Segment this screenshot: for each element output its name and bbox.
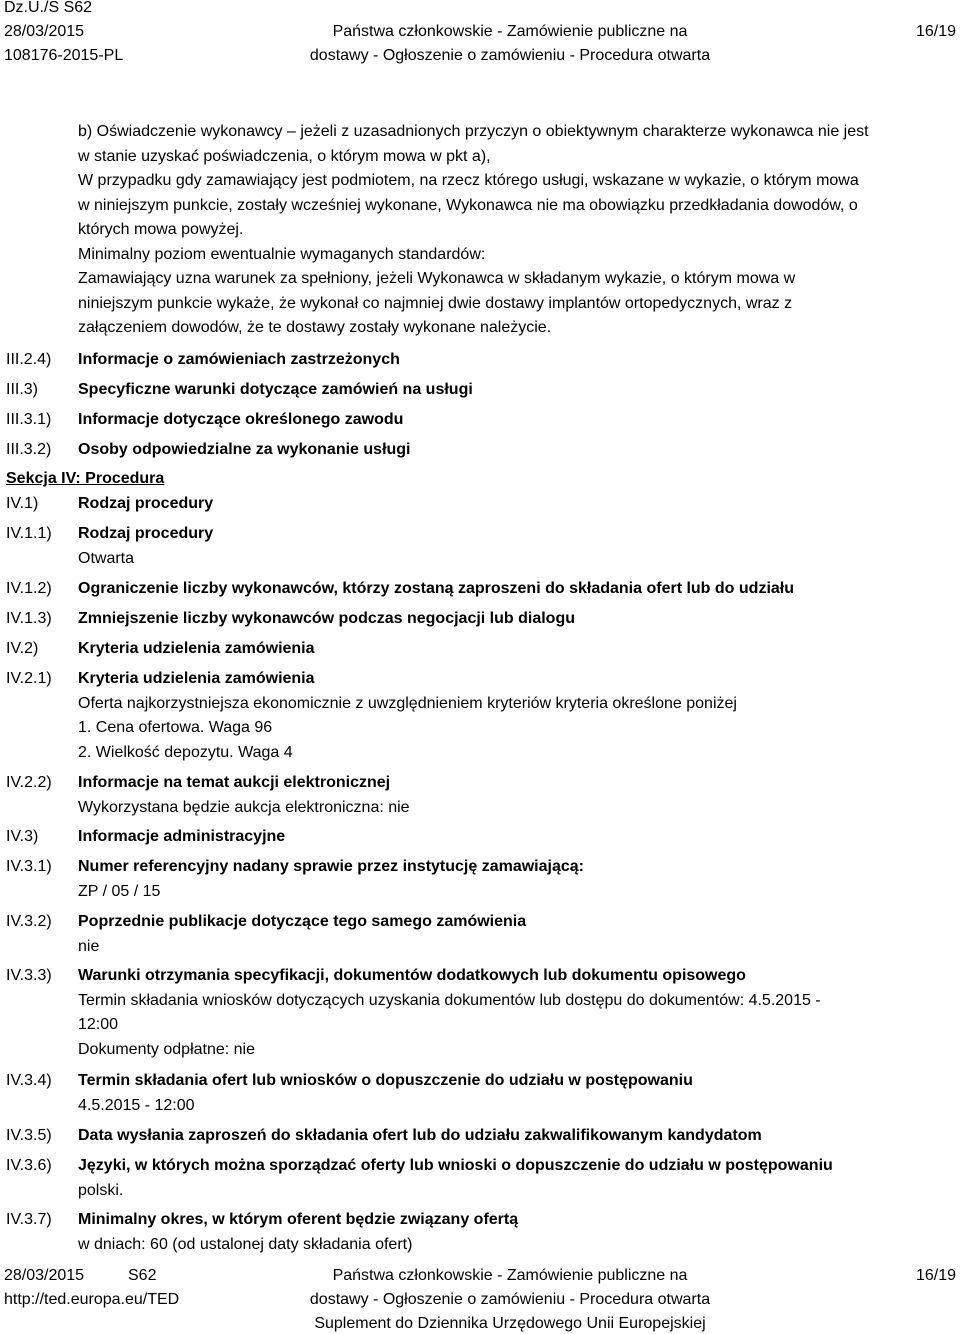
heading-text: Rodzaj procedury [78, 525, 214, 542]
heading-text: Specyficzne warunki dotyczące zamówień na usługi [78, 381, 473, 398]
section-number: IV.1) [6, 495, 39, 512]
section-number: IV.3.6) [6, 1157, 52, 1174]
intro-line: Zamawiający uzna warunek za spełniony, jeżeli Wykonawca w składanym wykazie, o którym mowa w [78, 270, 796, 287]
heading-text: Informacje administracyjne [78, 828, 286, 845]
section-item [78, 577, 958, 602]
section-item [78, 1069, 958, 1118]
section-item [78, 855, 958, 904]
section-heading [78, 348, 958, 373]
section-item [78, 910, 958, 959]
section-number: IV.1.1) [6, 525, 52, 542]
section-heading [78, 438, 958, 463]
section-number: IV.2) [6, 640, 39, 657]
item-line: 1. Cena ofertowa. Waga 96 [78, 719, 273, 736]
section-item [78, 667, 958, 765]
item-line: polski. [78, 1181, 124, 1199]
journal-ref: Dz.U./S S62 [4, 0, 93, 16]
section-number: IV.1.3) [6, 610, 52, 627]
section-number: IV.2.2) [6, 774, 52, 791]
item-line: nie [78, 937, 100, 955]
footer-date: 28/03/2015 [4, 1267, 85, 1284]
section-item [78, 1154, 958, 1203]
heading-text: Kryteria udzielenia zamówienia [78, 640, 315, 657]
section-number: IV.3.3) [6, 967, 52, 984]
heading-text: Informacje na temat aukcji elektronicznej [78, 774, 391, 791]
heading-text: Data wysłania zaproszeń do składania ofert lub do udziału zakwalifikowanym kandydatom [78, 1127, 762, 1144]
heading-text: Kryteria udzielenia zamówienia [78, 670, 315, 687]
footer-page-number: 16/19 [915, 1267, 956, 1284]
item-line: Oferta najkorzystniejsza ekonomicznie z uwzględnieniem kryteriów kryteria określone poniżej [78, 694, 737, 712]
section-item [78, 964, 958, 1062]
heading-text: Zmniejszenie liczby wykonawców podczas negocjacji lub dialogu [78, 610, 575, 627]
heading-text: Termin składania ofert lub wniosków o dopuszczenie do udziału w postępowaniu [78, 1072, 693, 1089]
item-line: ZP / 05 / 15 [78, 882, 161, 900]
heading-text: Rodzaj procedury [78, 495, 214, 512]
footer-title-line1: Państwa członkowskie - Zamówienie publiczne na [332, 1267, 688, 1284]
item-line: 12:00 [78, 1016, 119, 1033]
item-line: 2. Wielkość depozytu. Waga 4 [78, 743, 293, 761]
doc-id: 108176-2015-PL [4, 47, 124, 64]
intro-line: w stanie uzyskać poświadczenia, o którym mowa w pkt a), [78, 147, 491, 165]
item-line: Termin składania wniosków dotyczących uzyskania dokumentów lub dostępu do dokumentów: 4.5.2015 - [78, 991, 821, 1009]
section-number: IV.2.1) [6, 670, 52, 687]
intro-line: których mowa powyżej. [78, 221, 244, 238]
item-line: 4.5.2015 - 12:00 [78, 1096, 195, 1114]
section-heading [78, 408, 958, 433]
header-title-line1: Państwa członkowskie - Zamówienie publiczne na [332, 23, 688, 40]
heading-text: Ograniczenie liczby wykonawców, którzy zostaną zaproszeni do składania ofert lub do udziału [78, 580, 794, 597]
section-number: IV.3.2) [6, 913, 52, 930]
section-item [78, 771, 958, 820]
intro-line: w niniejszym punkcie, zostały wcześniej wykonane, Wykonawca nie ma obowiązku przedkładania dowodów, o [78, 196, 858, 214]
heading-text: Poprzednie publikacje dotyczące tego samego zamówienia [78, 913, 527, 930]
heading-text: Informacje dotyczące określonego zawodu [78, 411, 404, 428]
section-iv-title: Sekcja IV: Procedura [6, 470, 165, 487]
heading-text: Numer referencyjny nadany sprawie przez instytucję zamawiającą: [78, 858, 584, 875]
heading-text: Osoby odpowiedzialne za wykonanie usługi [78, 441, 411, 458]
header-title-line2: dostawy - Ogłoszenie o zamówieniu - Procedura otwarta [309, 47, 711, 64]
heading-text: Języki, w których można sporządzać oferty lub wnioski o dopuszczenie do udziału w postępowaniu [78, 1157, 833, 1174]
header-date: 28/03/2015 [4, 23, 85, 40]
section-number: IV.3.1) [6, 858, 52, 875]
section-item [78, 825, 958, 850]
section-number: III.3.1) [6, 411, 52, 428]
heading-text: Informacje o zamówieniach zastrzeżonych [78, 351, 400, 368]
heading-text: Minimalny okres, w którym oferent będzie związany ofertą [78, 1211, 519, 1228]
heading-text: Warunki otrzymania specyfikacji, dokumentów dodatkowych lub dokumentu opisowego [78, 967, 746, 984]
intro-line: b) Oświadczenie wykonawcy – jeżeli z uzasadnionych przyczyn o obiektywnym charakterze wykonawca nie jest [78, 123, 869, 140]
intro-line: niniejszym punkcie wykaże, że wykonał co najmniej dwie dostawy implantów ortopedycznych, wraz z [78, 294, 793, 312]
item-line: w dniach: 60 (od ustalonej daty składania ofert) [78, 1235, 413, 1253]
footer-url-link[interactable]: http://ted.europa.eu/TED [4, 1291, 180, 1308]
intro-paragraph [78, 120, 958, 341]
section-item [78, 492, 958, 517]
section-number: IV.3.7) [6, 1211, 52, 1228]
item-line: Wykorzystana będzie aukcja elektroniczna: nie [78, 798, 410, 816]
section-heading [78, 378, 958, 403]
section-item [78, 1208, 958, 1257]
section-number: III.2.4) [6, 351, 52, 368]
intro-line: Minimalny poziom ewentualnie wymaganych standardów: [78, 245, 486, 263]
footer-title-line2: dostawy - Ogłoszenie o zamówieniu - Procedura otwarta [309, 1291, 711, 1308]
section-number: IV.3) [6, 828, 39, 845]
item-line: Dokumenty odpłatne: nie [78, 1040, 255, 1058]
section-item [78, 522, 958, 571]
intro-line: W przypadku gdy zamawiający jest podmiotem, na rzecz którego usługi, wskazane w wykazie, o którym mowa [78, 172, 859, 189]
section-number: IV.3.5) [6, 1127, 52, 1144]
section-number: IV.3.4) [6, 1072, 52, 1089]
section-number: III.3.2) [6, 441, 52, 458]
header-page-number: 16/19 [915, 23, 956, 40]
item-line: Otwarta [78, 549, 135, 567]
section-item [78, 637, 958, 662]
footer-series: S62 [128, 1267, 157, 1284]
section-number: III.3) [6, 381, 39, 398]
section-item [78, 607, 958, 632]
footer-title-line3: Suplement do Dziennika Urzędowego Unii Europejskiej [314, 1315, 706, 1332]
section-item [78, 1124, 958, 1149]
section-number: IV.1.2) [6, 580, 52, 597]
intro-line: załączeniem dowodów, że te dostawy zostały wykonane należycie. [78, 319, 552, 336]
